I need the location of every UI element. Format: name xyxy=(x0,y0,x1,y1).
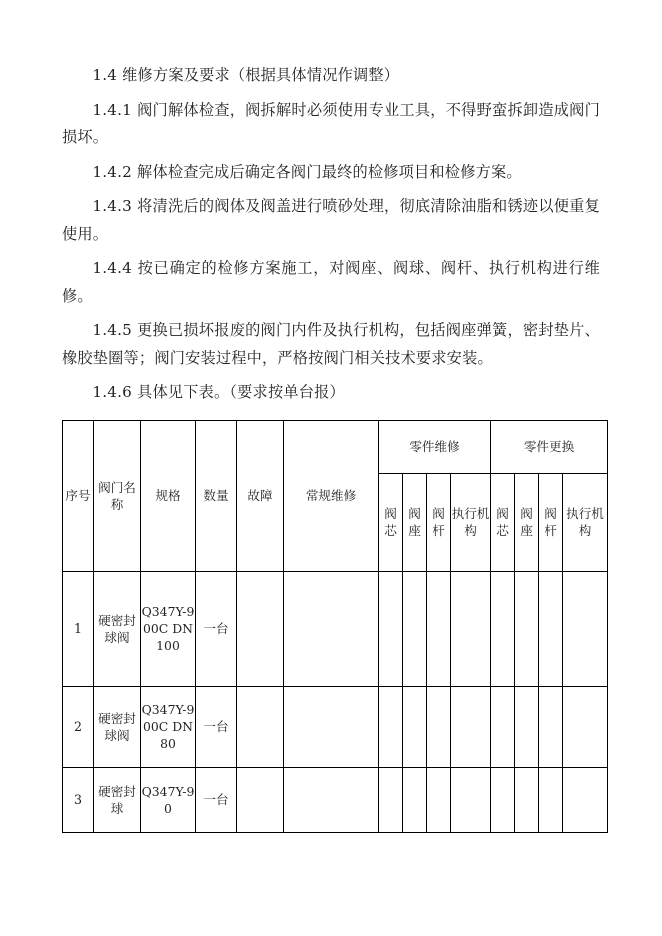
cell-replace-core xyxy=(491,686,515,767)
header-fault: 故障 xyxy=(237,420,284,571)
header-parts-repair: 零件维修 xyxy=(379,420,491,473)
paragraph-1-4-1: 1.4.1 阀门解体检查，阀拆解时必须使用专业工具，不得野蛮拆卸造成阀门损坏。 xyxy=(62,100,600,146)
cell-replace-seat xyxy=(515,767,539,832)
paragraph-1-4-6: 1.4.6 具体见下表。（要求按单台报） xyxy=(92,383,345,401)
subheader-repair-core-label: 阀芯 xyxy=(384,506,397,538)
table-row xyxy=(63,686,608,767)
cell-repair-core xyxy=(379,686,403,767)
maintenance-table-wrapper xyxy=(62,420,604,833)
cell-spec: Q347Y-90 xyxy=(141,767,196,832)
table-row xyxy=(63,571,608,686)
cell-replace-stem xyxy=(539,686,563,767)
subheader-replace-actuator xyxy=(563,473,608,571)
header-routine-maintenance: 常规维修 xyxy=(284,420,379,571)
cell-spec: Q347Y-900C DN80 xyxy=(141,686,196,767)
cell-repair-seat xyxy=(403,686,427,767)
subheader-repair-seat xyxy=(403,473,427,571)
cell-replace-stem xyxy=(539,571,563,686)
cell-repair-seat xyxy=(403,767,427,832)
subheader-repair-seat-label: 阀座 xyxy=(408,506,421,538)
cell-valve-name: 硬密封球 xyxy=(94,767,141,832)
header-parts-replacement: 零件更换 xyxy=(491,420,608,473)
cell-routine-maintenance xyxy=(284,571,379,686)
subheader-repair-stem xyxy=(427,473,451,571)
cell-repair-actuator xyxy=(451,686,491,767)
cell-replace-core xyxy=(491,571,515,686)
paragraph-1-4-3: 1.4.3 将清洗后的阀体及阀盖进行喷砂处理，彻底清除油脂和锈迹以便重复使用。 xyxy=(62,197,600,243)
cell-replace-stem xyxy=(539,767,563,832)
cell-repair-stem xyxy=(427,767,451,832)
cell-replace-actuator xyxy=(563,686,608,767)
cell-repair-actuator xyxy=(451,571,491,686)
cell-routine-maintenance xyxy=(284,767,379,832)
subheader-replace-stem-label: 阀杆 xyxy=(544,506,557,538)
header-seq: 序号 xyxy=(63,420,94,571)
cell-seq: 2 xyxy=(63,686,94,767)
cell-fault xyxy=(237,686,284,767)
paragraph-1-4-5: 1.4.5 更换已损坏报废的阀门内件及执行机构，包括阀座弹簧，密封垫片、橡胶垫圈等；阀门安装过程中，严格按阀门相关技术要求安装。 xyxy=(62,321,600,367)
cell-valve-name: 硬密封球阀 xyxy=(94,571,141,686)
table-header-row-main xyxy=(63,420,608,473)
paragraph-1-4: 1.4 维修方案及要求（根据具体情况作调整） xyxy=(92,66,400,84)
cell-repair-stem xyxy=(427,686,451,767)
subheader-replace-seat-label: 阀座 xyxy=(520,506,533,538)
table-row xyxy=(63,767,608,832)
cell-quantity: 一台 xyxy=(196,767,237,832)
header-valve-name: 阀门名称 xyxy=(94,420,141,571)
cell-repair-seat xyxy=(403,571,427,686)
header-quantity: 数量 xyxy=(196,420,237,571)
cell-quantity: 一台 xyxy=(196,571,237,686)
maintenance-table xyxy=(62,420,608,833)
subheader-replace-seat xyxy=(515,473,539,571)
cell-fault xyxy=(237,571,284,686)
subheader-replace-stem xyxy=(539,473,563,571)
subheader-repair-stem-label: 阀杆 xyxy=(432,506,445,538)
cell-repair-core xyxy=(379,767,403,832)
subheader-repair-actuator-label: 执行机构 xyxy=(451,506,490,538)
cell-quantity: 一台 xyxy=(196,686,237,767)
cell-seq: 3 xyxy=(63,767,94,832)
cell-seq: 1 xyxy=(63,571,94,686)
subheader-replace-core-label: 阀芯 xyxy=(496,506,509,538)
cell-repair-stem xyxy=(427,571,451,686)
paragraph-1-4-2: 1.4.2 解体检查完成后确定各阀门最终的检修项目和检修方案。 xyxy=(92,162,522,181)
cell-routine-maintenance xyxy=(284,686,379,767)
cell-replace-actuator xyxy=(563,767,608,832)
subheader-replace-core xyxy=(491,473,515,571)
cell-repair-core xyxy=(379,571,403,686)
cell-repair-actuator xyxy=(451,767,491,832)
subheader-replace-actuator-label: 执行机构 xyxy=(566,506,604,538)
cell-replace-actuator xyxy=(563,571,608,686)
cell-replace-seat xyxy=(515,686,539,767)
cell-spec: Q347Y-900C DN100 xyxy=(141,571,196,686)
paragraph-1-4-4: 1.4.4 按已确定的检修方案施工，对阀座、阀球、阀杆、执行机构进行维修。 xyxy=(62,259,600,305)
header-spec: 规格 xyxy=(141,420,196,571)
cell-replace-seat xyxy=(515,571,539,686)
subheader-repair-actuator xyxy=(451,473,491,571)
cell-fault xyxy=(237,767,284,832)
cell-valve-name: 硬密封球阀 xyxy=(94,686,141,767)
subheader-repair-core xyxy=(379,473,403,571)
cell-replace-core xyxy=(491,767,515,832)
